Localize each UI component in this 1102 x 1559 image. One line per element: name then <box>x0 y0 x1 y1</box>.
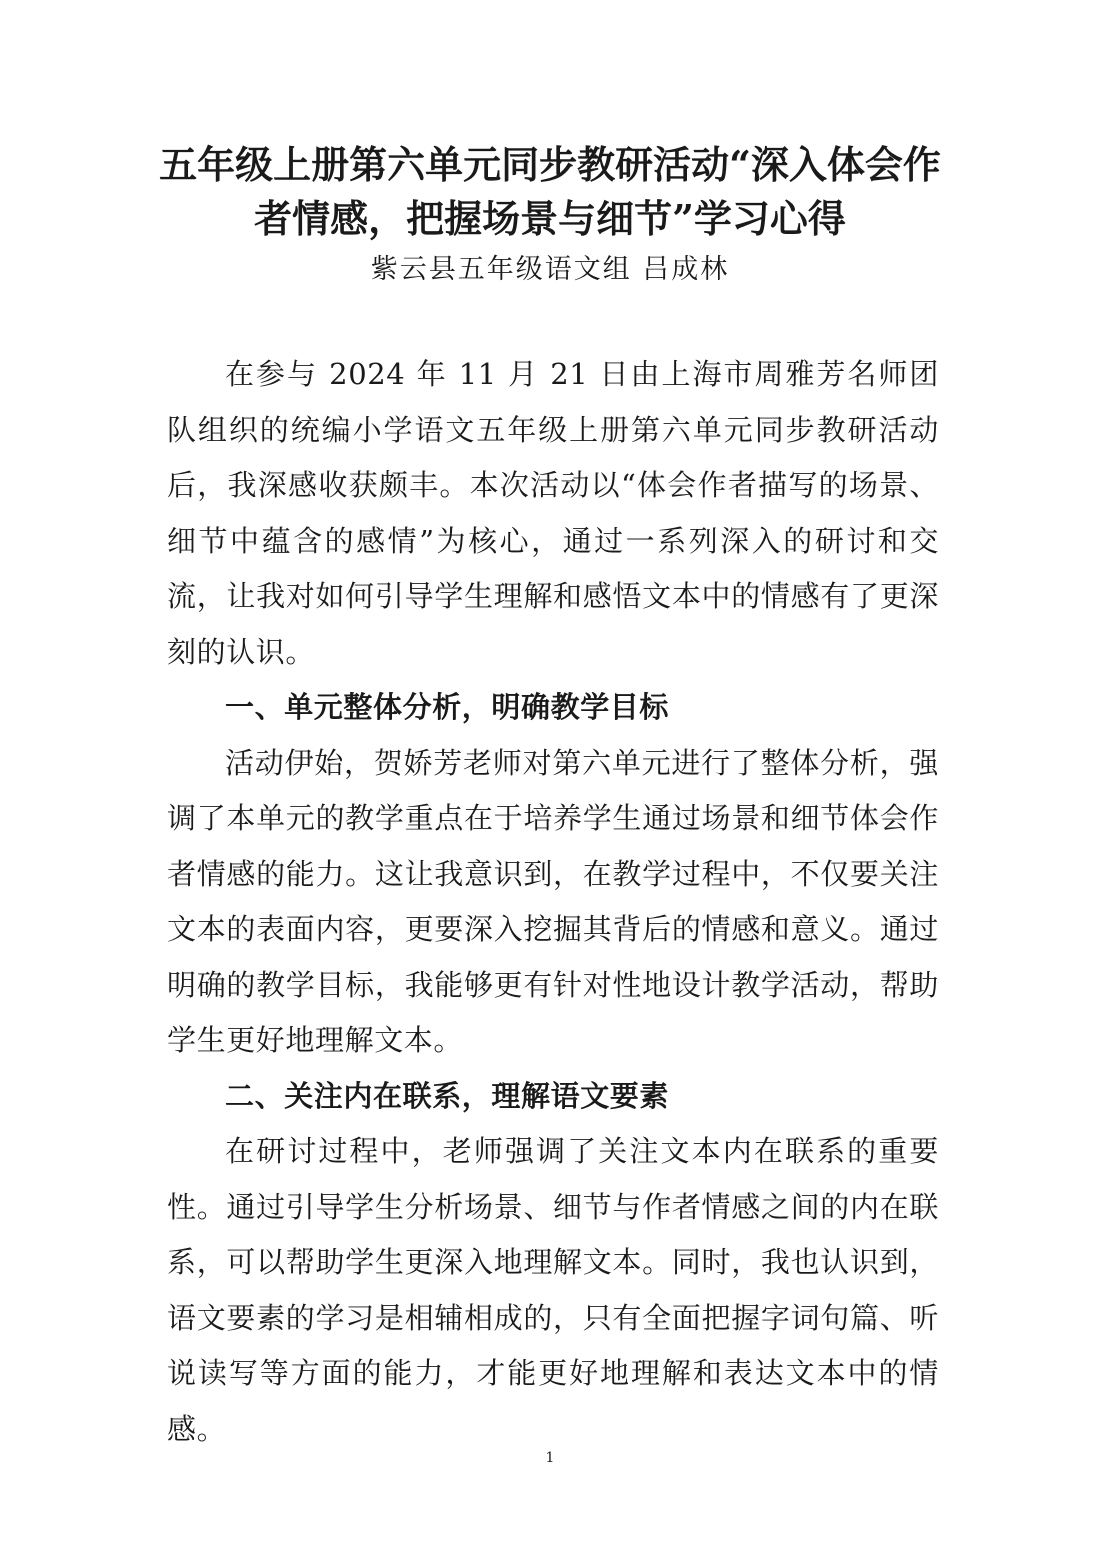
intro-paragraph: 在参与 2024 年 11 月 21 日由上海市周雅芳名师团队组织的统编小学语文五年级上册第六单元同步教研活动后，我深感收获颇丰。本次活动以“体会作者描写的场景、细节中蕴含的感情”为核心，通过一系列深入的研讨和交流，让我对如何引导学生理解和感悟文本中的情感有了更深刻的认识。 <box>167 357 939 669</box>
page-number: 1 <box>545 1450 555 1466</box>
document-title: 五年级上册第六单元同步教研活动“深入体会作者情感，把握场景与细节”学习心得 <box>159 142 941 241</box>
section-2-heading: 二、关注内在联系，理解语文要素 <box>225 1078 670 1113</box>
section-2-paragraph: 在研讨过程中，老师强调了关注文本内在联系的重要性。通过引导学生分析场景、细节与作者情感之间的内在联系，可以帮助学生更深入地理解文本。同时，我也认识到，语文要素的学习是相辅相成的，只有全面把握字词句篇、听说读写等方面的能力，才能更好地理解和表达文本中的情感。 <box>167 1134 939 1446</box>
section-1-heading: 一、单元整体分析，明确教学目标 <box>225 690 670 724</box>
author-line: 紫云县五年级语文组 吕成林 <box>370 254 730 285</box>
section-1-paragraph: 活动伊始，贺娇芳老师对第六单元进行了整体分析，强调了本单元的教学重点在于培养学生通过场景和细节体会作者情感的能力。这让我意识到，在教学过程中，不仅要关注文本的表面内容，更要深入挖掘其背后的情感和意义。通过明确的教学目标，我能够更有针对性地设计教学活动，帮助学生更好地理解文本。 <box>167 745 939 1057</box>
document-body <box>167 347 939 1457</box>
